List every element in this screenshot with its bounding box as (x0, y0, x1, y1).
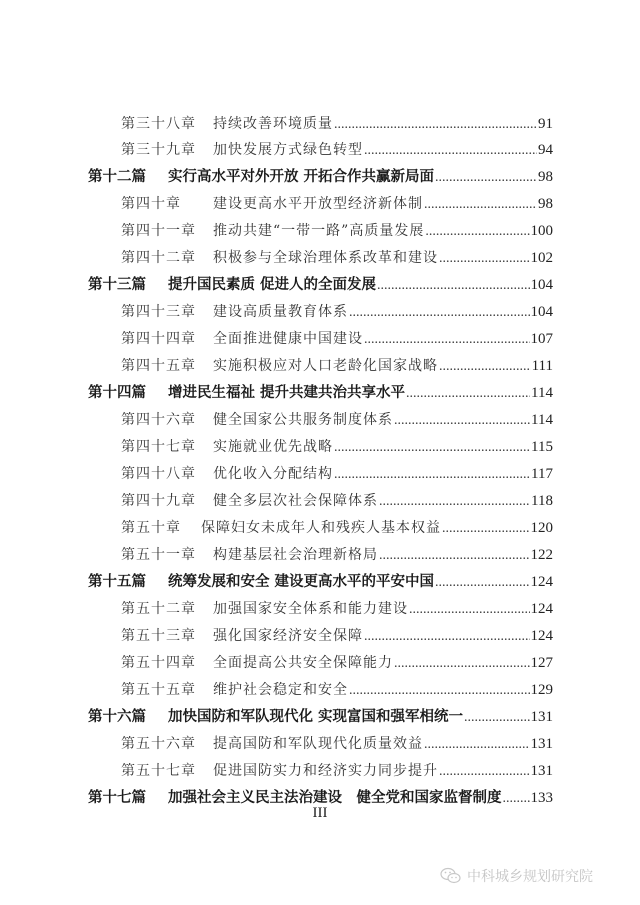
section-number: 第十七篇 (88, 790, 146, 806)
entry-title: 全面推进健康中国建设 (213, 331, 363, 347)
entry-title: 加强国家安全体系和能力建设 (213, 601, 408, 617)
entry-title: 加快国防和军队现代化 实现富国和强军相统一 (168, 709, 464, 725)
dot-leader (394, 651, 530, 677)
dot-leader (349, 678, 530, 704)
toc-entry-chapter (121, 515, 553, 541)
toc-entry-section (88, 380, 553, 406)
toc-entry-section (88, 704, 553, 730)
page-number: 94 (538, 142, 553, 158)
chapter-number: 第五十一章 (121, 547, 196, 563)
page-number: 131 (530, 709, 553, 725)
watermark (440, 866, 593, 886)
toc-entry-chapter (121, 353, 553, 379)
entry-title: 建设高质量教育体系 (213, 304, 348, 320)
page-number-footer: III (312, 805, 328, 821)
chapter-number: 第三十九章 (121, 142, 196, 158)
toc-entry-chapter (121, 650, 553, 676)
dot-leader (379, 489, 530, 515)
toc-entry-chapter (121, 488, 553, 514)
dot-leader (435, 165, 537, 191)
page-number: 104 (530, 277, 553, 293)
entry-title: 促进国防实力和经济实力同步提升 (213, 763, 438, 779)
entry-title: 建设更高水平开放型经济新体制 (213, 196, 423, 212)
entry-title: 健全多层次社会保障体系 (213, 493, 378, 509)
entry-title: 提升国民素质 促进人的全面发展 (168, 277, 377, 293)
entry-title: 维护社会稳定和安全 (213, 682, 348, 698)
entry-title: 增进民生福祉 提升共建共治共享水平 (168, 385, 406, 401)
entry-title: 推动共建“一带一路”高质量发展 (213, 223, 425, 239)
page-number: 133 (530, 790, 553, 806)
page-number: 118 (531, 493, 553, 509)
toc-entry-chapter (121, 299, 553, 325)
toc-entry-section (88, 569, 553, 595)
page-number: 104 (530, 304, 553, 320)
page-number: 100 (530, 223, 553, 239)
toc-entry-section (88, 164, 553, 190)
section-number: 第十五篇 (88, 574, 146, 590)
dot-leader (424, 192, 537, 218)
wechat-icon (440, 867, 462, 885)
toc-entry-chapter (121, 461, 553, 487)
chapter-number: 第五十二章 (121, 601, 196, 617)
toc-entry-chapter (121, 731, 553, 757)
entry-title: 构建基层社会治理新格局 (213, 547, 378, 563)
page-number: 115 (531, 439, 553, 455)
chapter-number: 第五十五章 (121, 682, 196, 698)
dot-leader (394, 408, 530, 434)
dot-leader (349, 300, 530, 326)
section-number: 第十六篇 (88, 709, 146, 725)
dot-leader (379, 543, 530, 569)
toc-entry-chapter (121, 596, 553, 622)
dot-leader (377, 273, 529, 299)
entry-title: 实行高水平对外开放 开拓合作共赢新局面 (168, 169, 435, 185)
chapter-number: 第四十九章 (121, 493, 196, 509)
dot-leader (464, 705, 529, 731)
entry-title: 健全国家公共服务制度体系 (213, 412, 393, 428)
toc-entry-chapter (121, 245, 553, 271)
chapter-number: 第五十七章 (121, 763, 196, 779)
chapter-number: 第五十四章 (121, 655, 196, 671)
toc-entry-chapter (121, 407, 553, 433)
page-number: 114 (531, 385, 553, 401)
entry-title: 优化收入分配结构 (213, 466, 333, 482)
toc-entry-chapter (121, 677, 553, 703)
page-number: 124 (530, 574, 553, 590)
toc-entry-section (88, 272, 553, 298)
dot-leader (364, 138, 537, 164)
chapter-number: 第五十章 (121, 520, 181, 536)
chapter-number: 第四十六章 (121, 412, 196, 428)
page-number: 127 (530, 655, 553, 671)
page-number: 98 (538, 169, 553, 185)
page-number: 91 (538, 116, 553, 132)
dot-leader (439, 759, 530, 785)
page-number: 124 (530, 628, 553, 644)
dot-leader (364, 624, 530, 650)
entry-title: 积极参与全球治理体系改革和建设 (213, 250, 438, 266)
toc-entry-chapter (121, 111, 553, 137)
page-number: 129 (530, 682, 553, 698)
chapter-number: 第四十三章 (121, 304, 196, 320)
page-number: 117 (531, 466, 553, 482)
toc-entry-chapter (121, 191, 553, 217)
dot-leader (424, 732, 530, 758)
entry-title: 强化国家经济安全保障 (213, 628, 363, 644)
dot-leader (406, 381, 530, 407)
toc-entry-chapter (121, 137, 553, 163)
toc-entry-chapter (121, 434, 553, 460)
entry-title: 持续改善环境质量 (213, 116, 333, 132)
entry-title: 实施积极应对人口老龄化国家战略 (213, 358, 438, 374)
chapter-number: 第三十八章 (121, 116, 196, 132)
dot-leader (409, 597, 530, 623)
entry-title: 提高国防和军队现代化质量效益 (213, 736, 423, 752)
toc-entry-chapter (121, 542, 553, 568)
chapter-number: 第五十六章 (121, 736, 196, 752)
dot-leader (425, 219, 529, 245)
entry-title: 统筹发展和安全 建设更高水平的平安中国 (168, 574, 435, 590)
page-number: 124 (530, 601, 553, 617)
section-number: 第十二篇 (88, 169, 146, 185)
entry-title: 加强社会主义民主法治建设 健全党和国家监督制度 (168, 790, 502, 806)
toc-entry-chapter (121, 218, 553, 244)
page-number: 120 (530, 520, 553, 536)
dot-leader (334, 462, 530, 488)
dot-leader (439, 354, 531, 380)
page-number: 131 (530, 736, 553, 752)
page-number: 98 (538, 196, 553, 212)
chapter-number: 第四十二章 (121, 250, 196, 266)
page-number: 122 (530, 547, 553, 563)
dot-leader (364, 327, 530, 353)
chapter-number: 第五十三章 (121, 628, 196, 644)
dot-leader (439, 246, 530, 272)
section-number: 第十三篇 (88, 277, 146, 293)
page-number: 102 (530, 250, 553, 266)
chapter-number: 第四十一章 (121, 223, 196, 239)
entry-title: 实施就业优先战略 (213, 439, 333, 455)
page-number: 114 (531, 412, 553, 428)
entry-title: 加快发展方式绿色转型 (213, 142, 363, 158)
page-number: 131 (530, 763, 553, 779)
dot-leader (442, 516, 530, 542)
page-number: 107 (530, 331, 553, 347)
dot-leader (334, 435, 530, 461)
chapter-number: 第四十五章 (121, 358, 196, 374)
toc-entry-chapter (121, 758, 553, 784)
chapter-number: 第四十七章 (121, 439, 196, 455)
section-number: 第十四篇 (88, 385, 146, 401)
chapter-number: 第四十四章 (121, 331, 196, 347)
page-number: 111 (531, 358, 553, 374)
entry-title: 全面提高公共安全保障能力 (213, 655, 393, 671)
toc-entry-chapter (121, 623, 553, 649)
dot-leader (435, 570, 529, 596)
toc-entry-chapter (121, 326, 553, 352)
entry-title: 保障妇女未成年人和残疾人基本权益 (201, 520, 441, 536)
chapter-number: 第四十章 (121, 196, 181, 212)
chapter-number: 第四十八章 (121, 466, 196, 482)
dot-leader (334, 112, 537, 138)
watermark-text: 中科城乡规划研究院 (467, 869, 593, 885)
